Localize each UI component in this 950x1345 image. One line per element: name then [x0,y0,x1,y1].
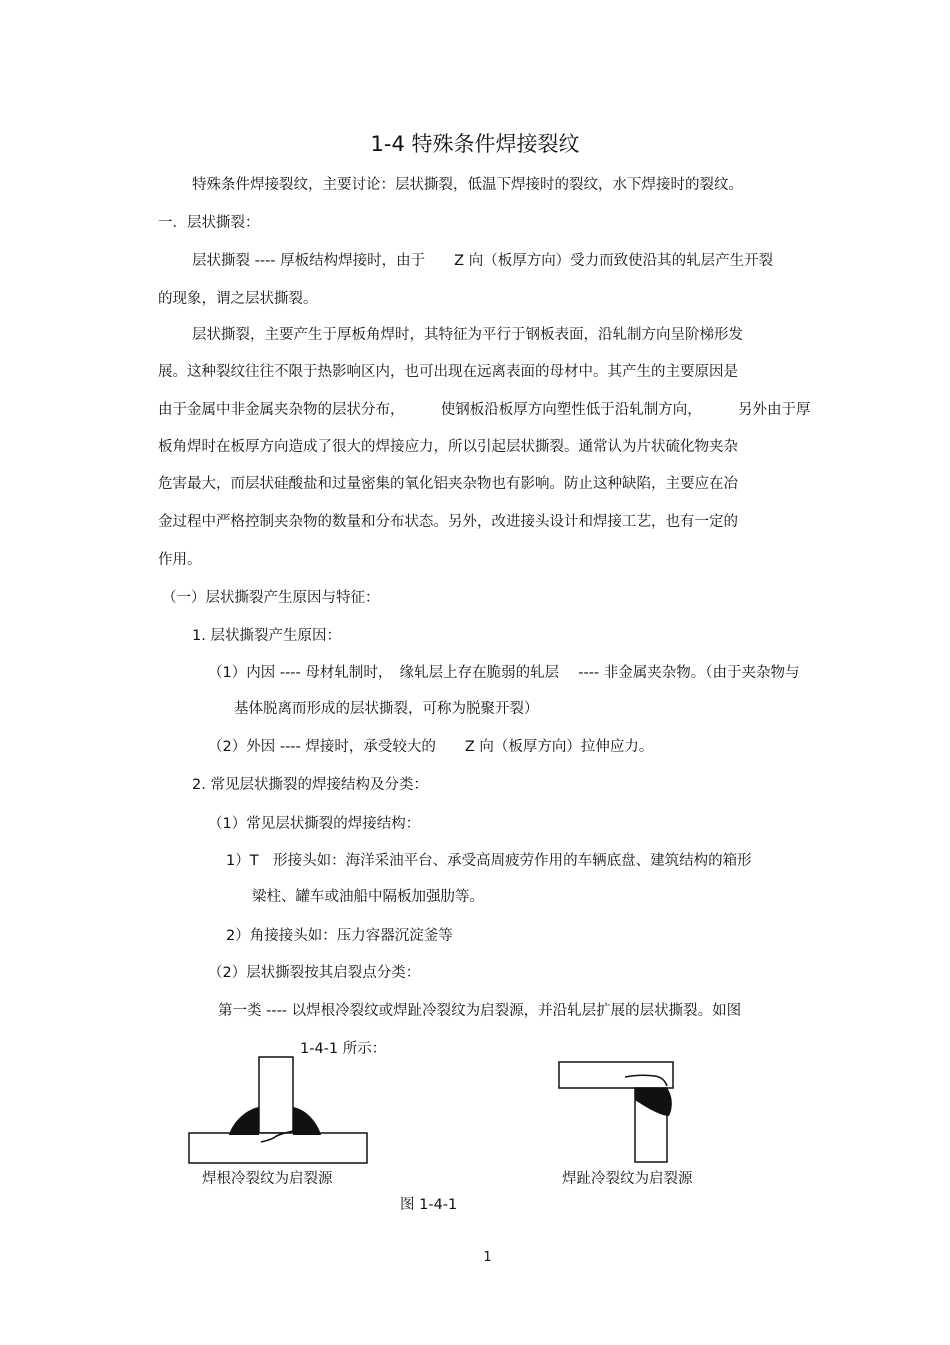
definition-line: 层状撕裂 ---- 厚板结构焊接时，由于 Z 向（板厚方向）受力而致使沿其的轧层产生开裂 [192,253,774,269]
vertical-plate [259,1057,293,1133]
right-weld-bead [293,1107,321,1135]
paragraph-line: 展。这种裂纹往往不限于热影响区内，也可出现在远离表面的母材中。其产生的主要原因是 [158,364,738,380]
horizontal-plate [559,1062,673,1088]
list-item: 基体脱离而形成的层状撕裂，可称为脱聚开裂） [234,701,539,717]
list-item: （1）内因 ---- 母材轧制时， 缘轧层上存在脆弱的轧层 ---- 非金属夹杂物。（由于夹杂物与 [208,665,800,681]
paragraph-line: 作用。 [158,552,202,568]
list-item: 2. 常见层状撕裂的焊接结构及分类： [192,777,428,793]
list-item: 第一类 ---- 以焊根冷裂纹或焊趾冷裂纹为启裂源，并沿轧层扩展的层状撕裂。如图 [218,1003,742,1019]
page-number: 1 [483,1250,492,1265]
t-joint-root-crack-diagram [185,1055,375,1167]
list-item: 梁柱、罐车或油船中隔板加强肋等。 [252,889,484,905]
paragraph-line: 由于金属中非金属夹杂物的层状分布， 使钢板沿板厚方向塑性低于沿轧制方向， 另外由于厚 [158,402,811,418]
list-item: 1-4-1 所示： [300,1041,387,1057]
page-title: 1-4 特殊条件焊接裂纹 [370,132,580,156]
paragraph-line: 板角焊时在板厚方向造成了很大的焊接应力，所以引起层状撕裂。通常认为片状硫化物夹杂 [158,439,738,455]
intro-paragraph: 特殊条件焊接裂纹，主要讨论：层状撕裂，低温下焊接时的裂纹，水下焊接时的裂纹。 [192,177,743,193]
right-figure-caption: 焊趾冷裂纹为启裂源 [562,1171,693,1187]
list-item: （2）外因 ---- 焊接时，承受较大的 Z 向（板厚方向）拉伸应力。 [208,739,654,755]
figure-label: 图 1-4-1 [400,1197,458,1213]
list-item: 2）角接接头如：压力容器沉淀釜等 [226,928,453,944]
base-plate [189,1133,367,1163]
definition-line: 的现象，谓之层状撕裂。 [158,291,318,307]
paragraph-line: 层状撕裂，主要产生于厚板角焊时，其特征为平行于钢板表面，沿轧制方向呈阶梯形发 [192,327,743,343]
left-weld-bead [229,1107,259,1135]
list-item: 1）T 形接头如：海洋采油平台、承受高周疲劳作用的车辆底盘、建筑结构的箱形 [226,853,752,869]
corner-joint-toe-crack-diagram [555,1058,680,1168]
list-item: 1. 层状撕裂产生原因： [192,628,341,644]
paragraph-line: 危害最大，而层状硅酸盐和过量密集的氧化铝夹杂物也有影响。防止这种缺陷，主要应在冶 [158,476,738,492]
list-item: （2）层状撕裂按其启裂点分类： [208,965,421,981]
list-item: （1）常见层状撕裂的焊接结构： [208,816,421,832]
section-heading: 一．层状撕裂： [158,215,260,231]
subsection-heading: （一）层状撕裂产生原因与特征： [162,590,380,606]
paragraph-line: 金过程中严格控制夹杂物的数量和分布状态。另外，改进接头设计和焊接工艺，也有一定的 [158,514,738,530]
left-figure-caption: 焊根冷裂纹为启裂源 [202,1171,333,1187]
